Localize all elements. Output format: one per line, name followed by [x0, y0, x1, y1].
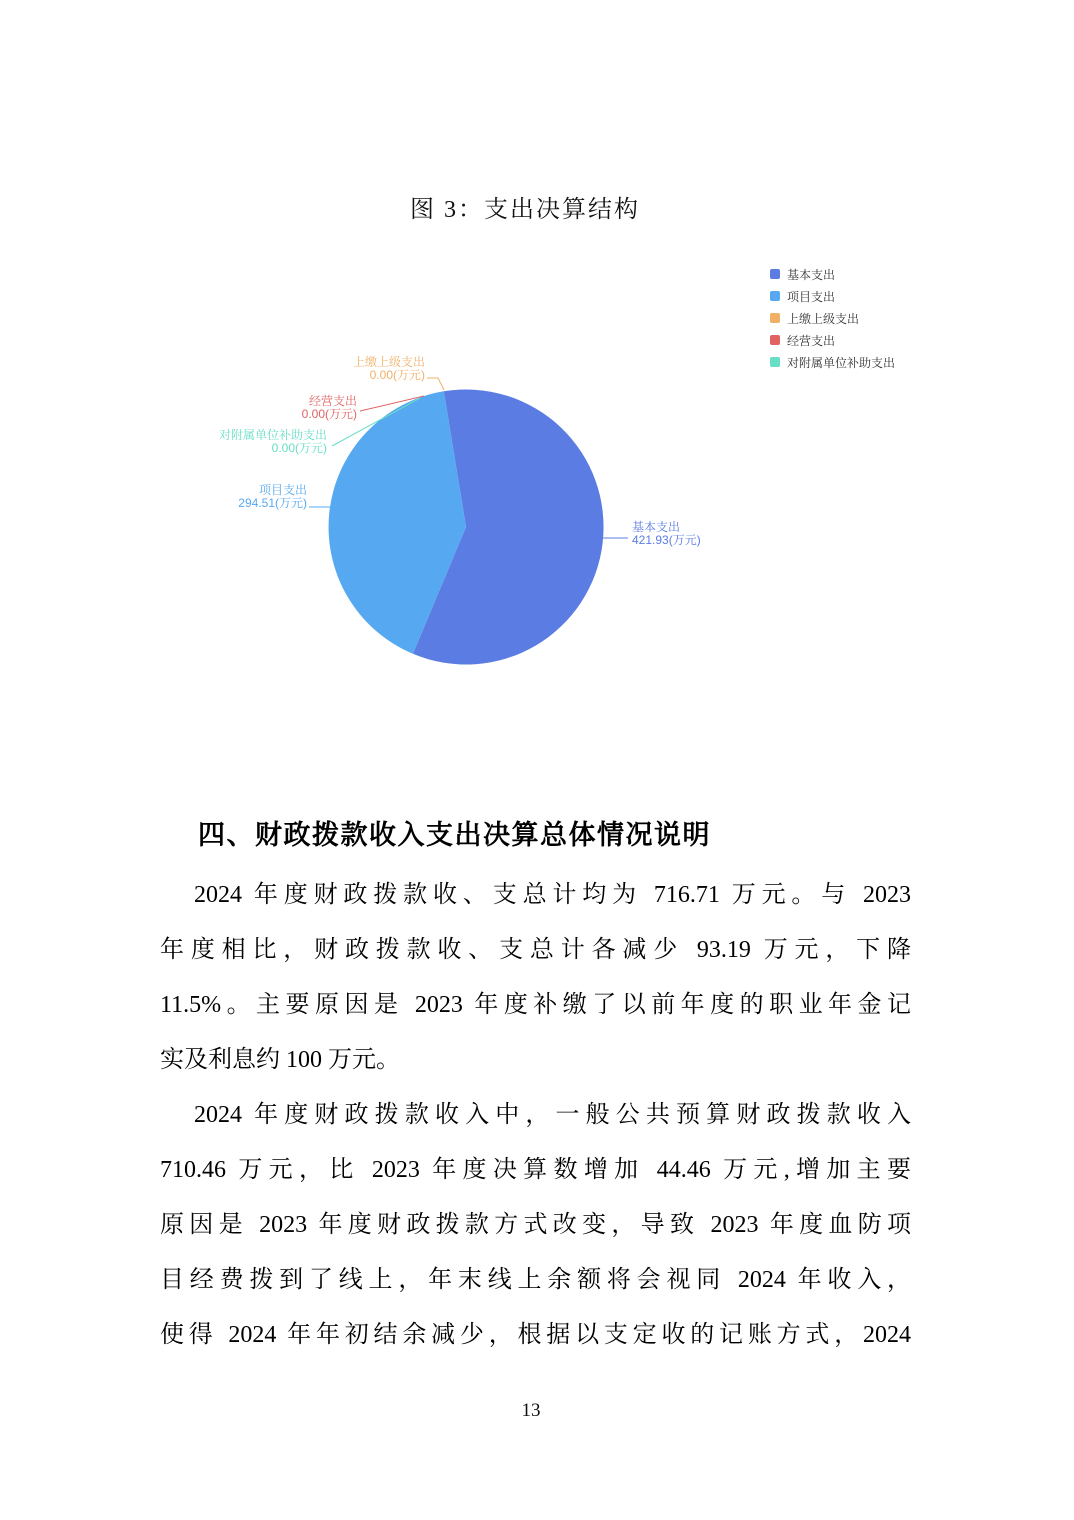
- legend-swatch-icon: [770, 357, 780, 367]
- paragraph-line: 710.46 万元，比 2023 年度决算数增加 44.46 万元,增加主要: [160, 1157, 911, 1183]
- pie-label-value: 0.00(万元): [301, 407, 357, 421]
- legend-swatch-icon: [770, 291, 780, 301]
- legend-label: 上缴上级支出: [787, 311, 860, 326]
- pie-label-value: 294.51(万元): [238, 496, 307, 510]
- figure-title: 图 3：支出决算结构: [410, 197, 640, 223]
- pie-slices: [329, 389, 604, 664]
- legend-label: 基本支出: [787, 267, 836, 282]
- pie-label-value: 421.93(万元): [632, 533, 701, 547]
- pie-label-name: 对附属单位补助支出: [218, 428, 327, 442]
- pie-label-name: 项目支出: [258, 483, 307, 497]
- paragraph-line: 年度相比，财政拨款收、支总计各减少 93.19 万元，下降: [160, 937, 911, 963]
- legend-item: [770, 263, 895, 285]
- paragraph-line: 使得 2024 年年初结余减少，根据以支定收的记账方式，2024: [160, 1322, 911, 1348]
- pie-chart-canvas: [0, 245, 1074, 695]
- pie-label-name: 基本支出: [632, 520, 681, 534]
- leader-line-shangjiao: [427, 378, 444, 390]
- page-number: 13: [521, 1400, 541, 1421]
- legend-swatch-icon: [770, 335, 780, 345]
- paragraph-line: 目经费拨到了线上，年末线上余额将会视同 2024 年收入，: [160, 1267, 911, 1293]
- paragraph-line: 11.5%。主要原因是 2023 年度补缴了以前年度的职业年金记: [160, 992, 911, 1018]
- legend-label: 经营支出: [787, 333, 836, 348]
- legend-item: [770, 351, 895, 373]
- pie-label-value: 0.00(万元): [271, 441, 327, 455]
- pie-label-name: 经营支出: [308, 394, 357, 408]
- paragraph-line: 2024 年度财政拨款收入中，一般公共预算财政拨款收入: [194, 1102, 911, 1128]
- legend-label: 项目支出: [787, 289, 836, 304]
- legend-swatch-icon: [770, 313, 780, 323]
- paragraph-line: 实及利息约 100 万元。: [160, 1047, 400, 1073]
- pie-label-value: 0.00(万元): [369, 368, 425, 382]
- legend-item: [770, 307, 895, 329]
- pie-label-jiben-zhichu: [632, 521, 701, 547]
- pie-label-duifushudanwei-buzhu-zhichu: [219, 429, 327, 455]
- paragraph-line: 2024 年度财政拨款收、支总计均为 716.71 万元。与 2023: [194, 882, 911, 908]
- paragraph-line: 原因是 2023 年度财政拨款方式改变，导致 2023 年度血防项: [160, 1212, 911, 1238]
- legend-item: [770, 285, 895, 307]
- pie-label-shangjiao-shangji-zhichu: [353, 356, 425, 382]
- pie-label-name: 上缴上级支出: [352, 355, 425, 369]
- chart-legend: [770, 263, 895, 373]
- legend-item: [770, 329, 895, 351]
- pie-label-xiangmu-zhichu: [238, 484, 307, 510]
- legend-swatch-icon: [770, 269, 780, 279]
- section-heading: 四、财政拨款收入支出决算总体情况说明: [198, 820, 711, 850]
- pie-chart: [0, 245, 1074, 695]
- body-text: [160, 868, 911, 1363]
- pie-label-jingying-zhichu: [302, 395, 357, 421]
- legend-label: 对附属单位补助支出: [787, 355, 896, 370]
